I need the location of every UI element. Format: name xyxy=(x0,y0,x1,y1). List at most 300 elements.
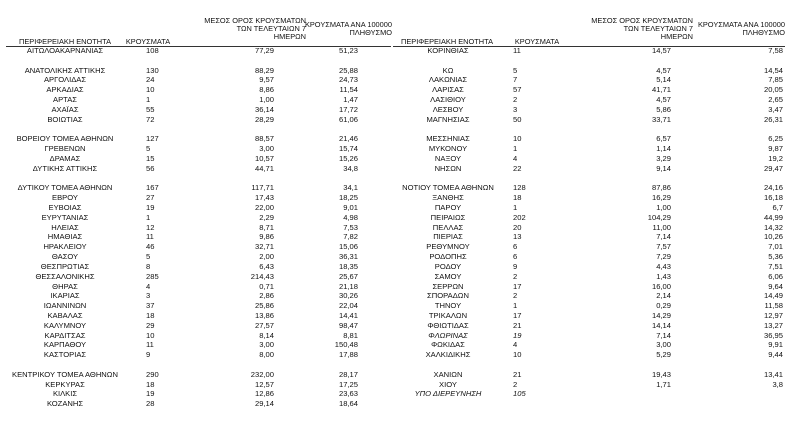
per-cell: 18,35 xyxy=(338,261,358,271)
header-avg xyxy=(196,12,306,46)
cases-cell: 5 xyxy=(146,252,151,262)
table-row xyxy=(393,291,786,301)
cases-cell: 11 xyxy=(146,340,154,350)
region-cell: ΘΕΣΣΑΛΟΝΙΚΗΣ xyxy=(35,271,95,281)
avg-cell: 2,86 xyxy=(259,291,274,301)
table-row xyxy=(393,242,786,252)
cases-cell: 6 xyxy=(513,242,518,252)
region-cell: ΜΥΚΟΝΟΥ xyxy=(428,144,468,154)
header-avg-line3: ΗΜΕΡΩΝ xyxy=(660,32,693,42)
region-cell: ΚΑΡΔΙΤΣΑΣ xyxy=(44,330,86,340)
table-row xyxy=(393,164,786,174)
cases-cell: 3 xyxy=(146,291,151,301)
avg-cell: 88,57 xyxy=(254,134,274,144)
avg-cell: 7,29 xyxy=(656,252,671,262)
per-cell: 9,87 xyxy=(768,144,783,154)
cases-cell: 7 xyxy=(513,75,518,85)
table-row xyxy=(393,301,786,311)
per-cell: 4,98 xyxy=(343,212,358,222)
avg-cell: 8,00 xyxy=(259,350,274,360)
table-row xyxy=(0,252,393,262)
cases-cell: 50 xyxy=(513,114,522,124)
avg-cell: 1,43 xyxy=(656,271,671,281)
avg-cell: 4,57 xyxy=(656,95,671,105)
cases-cell: 19 xyxy=(146,203,155,212)
header-per-line1: ΚΡΟΥΣΜΑΤΑ ΑΝΑ 100000 xyxy=(304,19,392,29)
per-cell: 3,47 xyxy=(768,104,783,114)
table-row xyxy=(393,193,786,203)
per-cell: 12,97 xyxy=(763,310,783,320)
table-row xyxy=(393,174,786,184)
region-cell: ΑΡΚΑΔΙΑΣ xyxy=(46,85,84,95)
cases-cell: 55 xyxy=(146,104,155,114)
region-cell: ΛΕΣΒΟΥ xyxy=(432,104,464,114)
cases-cell: 290 xyxy=(146,369,159,379)
table-row xyxy=(0,144,393,154)
per-cell: 29,47 xyxy=(763,163,783,173)
per-cell: 19,2 xyxy=(768,153,783,163)
cases-cell: 10 xyxy=(513,350,522,360)
cases-cell: 12 xyxy=(146,222,155,232)
region-cell: ΣΕΡΡΩΝ xyxy=(432,281,464,291)
per-cell: 11,58 xyxy=(764,301,783,311)
region-cell: ΝΟΤΙΟΥ ΤΟΜΕΑ ΑΘΗΝΩΝ xyxy=(402,183,494,193)
table-row xyxy=(393,262,786,272)
avg-cell: 2,00 xyxy=(259,252,274,262)
cases-cell: 5 xyxy=(146,144,151,154)
avg-cell: 214,43 xyxy=(250,271,274,281)
table-row xyxy=(393,75,786,85)
cases-cell: 130 xyxy=(146,65,159,75)
region-cell: ΒΟΙΩΤΙΑΣ xyxy=(47,114,83,124)
table-row xyxy=(393,95,786,105)
avg-cell: 14,29 xyxy=(651,310,671,320)
cases-cell: 11 xyxy=(513,46,521,55)
header-per-line2: ΠΛΗΘΥΣΜΟ xyxy=(349,28,392,37)
per-cell: 36,95 xyxy=(763,330,783,340)
cases-cell: 1 xyxy=(513,203,518,212)
region-cell: ΚΩ xyxy=(442,65,454,75)
table-row xyxy=(0,75,393,85)
per-cell: 14,41 xyxy=(338,310,358,320)
table-row xyxy=(0,232,393,242)
avg-cell: 14,14 xyxy=(651,320,671,330)
region-cell: ΥΠΟ ΔΙΕΡΕΥΝΗΣΗ xyxy=(414,389,482,399)
table-row xyxy=(0,213,393,223)
avg-cell: 3,29 xyxy=(656,153,671,163)
avg-cell: 29,14 xyxy=(254,399,274,409)
right-rows xyxy=(393,46,786,409)
region-cell: ΧΙΟΥ xyxy=(439,379,457,389)
cases-cell: 10 xyxy=(146,85,155,95)
cases-cell: 37 xyxy=(146,301,155,311)
region-cell: ΤΡΙΚΑΛΩΝ xyxy=(428,310,468,320)
avg-cell: 16,29 xyxy=(651,193,671,203)
cases-cell: 1 xyxy=(513,144,518,154)
cases-cell: 202 xyxy=(513,212,526,222)
table-row xyxy=(393,232,786,242)
table-row xyxy=(393,389,786,399)
cases-cell: 3 xyxy=(513,104,518,114)
table-row xyxy=(0,125,393,135)
cases-cell: 285 xyxy=(146,271,159,281)
header-avg-line1: ΜΕΣΟΣ ΟΡΟΣ ΚΡΟΥΣΜΑΤΩΝ xyxy=(204,15,306,25)
table-row xyxy=(393,321,786,331)
avg-cell: 5,14 xyxy=(656,75,671,85)
cases-cell: 22 xyxy=(513,163,522,173)
avg-cell: 17,43 xyxy=(254,193,274,203)
cases-cell: 17 xyxy=(513,281,522,291)
avg-cell: 33,71 xyxy=(651,114,671,124)
avg-cell: 32,71 xyxy=(254,242,274,252)
per-cell: 30,26 xyxy=(338,291,358,301)
region-cell: ΜΕΣΣΗΝΙΑΣ xyxy=(426,134,470,144)
avg-cell: 117,71 xyxy=(251,183,274,193)
cases-cell: 18 xyxy=(146,379,155,389)
cases-cell: 10 xyxy=(146,330,155,340)
avg-cell: 4,57 xyxy=(656,65,671,75)
table-row xyxy=(393,282,786,292)
per-cell: 17,72 xyxy=(338,104,358,114)
header-per xyxy=(292,12,392,46)
per-cell: 34,8 xyxy=(343,163,358,173)
region-cell: ΦΩΚΙΔΑΣ xyxy=(431,340,465,350)
cases-cell: 46 xyxy=(146,242,155,252)
per-cell: 8,81 xyxy=(343,330,358,340)
table-row xyxy=(393,380,786,390)
region-cell: ΛΑΡΙΣΑΣ xyxy=(432,85,464,95)
region-cell: ΣΑΜΟΥ xyxy=(434,271,462,281)
cases-cell: 24 xyxy=(146,75,155,85)
avg-cell: 22,00 xyxy=(254,203,274,212)
per-cell: 2,65 xyxy=(768,95,783,105)
avg-cell: 5,29 xyxy=(656,350,671,360)
table-row xyxy=(0,282,393,292)
per-cell: 17,25 xyxy=(338,379,358,389)
header-avg-line2: ΤΩΝ ΤΕΛΕΥΤΑΙΩΝ 7 xyxy=(236,23,306,33)
table-row xyxy=(0,95,393,105)
cases-cell: 21 xyxy=(513,320,522,330)
cases-cell: 15 xyxy=(146,153,155,163)
cases-cell: 128 xyxy=(513,183,526,193)
per-cell: 11,54 xyxy=(339,85,358,95)
per-cell: 9,91 xyxy=(768,340,783,350)
table-row xyxy=(393,56,786,66)
per-cell: 24,73 xyxy=(338,75,358,85)
table-row xyxy=(0,399,393,409)
region-cell: ΔΡΑΜΑΣ xyxy=(49,153,81,163)
cases-cell: 108 xyxy=(146,46,159,55)
cases-cell: 29 xyxy=(146,320,155,330)
cases-cell: 72 xyxy=(146,114,155,124)
region-cell: ΝΑΞΟΥ xyxy=(434,153,462,163)
region-cell: ΗΡΑΚΛΕΙΟΥ xyxy=(43,242,87,252)
region-cell: ΙΩΑΝΝΙΝΩΝ xyxy=(43,301,87,311)
header-per-line1: ΚΡΟΥΣΜΑΤΑ ΑΝΑ 100000 xyxy=(697,19,785,29)
table-row xyxy=(393,360,786,370)
table-row xyxy=(0,85,393,95)
table-row xyxy=(0,183,393,193)
per-cell: 17,88 xyxy=(338,350,358,360)
header-region: ΠΕΡΙΦΕΡΕΙΑΚΗ ΕΝΟΤΗΤΑ xyxy=(19,36,111,46)
avg-cell: 1,00 xyxy=(656,203,671,212)
region-cell: ΘΗΡΑΣ xyxy=(52,281,78,291)
region-cell: ΡΕΘΥΜΝΟΥ xyxy=(426,242,470,252)
region-cell: ΑΡΓΟΛΙΔΑΣ xyxy=(43,75,87,85)
table-row xyxy=(0,203,393,213)
per-cell: 22,04 xyxy=(338,301,358,311)
region-cell: ΙΚΑΡΙΑΣ xyxy=(50,291,80,301)
region-cell: ΠΙΕΡΙΑΣ xyxy=(433,232,463,242)
region-cell: ΔΥΤΙΚΟΥ ΤΟΜΕΑ ΑΘΗΝΩΝ xyxy=(17,183,113,193)
cases-cell: 11 xyxy=(146,232,154,242)
cases-cell: 1 xyxy=(146,95,151,105)
region-cell: ΕΒΡΟΥ xyxy=(52,193,78,203)
per-cell: 34,1 xyxy=(343,183,358,193)
table-row xyxy=(393,154,786,164)
per-cell: 44,99 xyxy=(763,212,783,222)
per-cell: 20,05 xyxy=(763,85,783,95)
table-row xyxy=(393,134,786,144)
header-per-line2: ΠΛΗΘΥΣΜΟ xyxy=(742,28,785,37)
region-cell: ΣΠΟΡΑΔΩΝ xyxy=(427,291,469,301)
cases-cell: 4 xyxy=(513,153,518,163)
per-cell: 18,25 xyxy=(338,193,358,203)
region-cell: ΚΕΡΚΥΡΑΣ xyxy=(45,379,85,389)
table-row xyxy=(393,144,786,154)
per-cell: 6,7 xyxy=(772,203,783,212)
table-row xyxy=(393,183,786,193)
region-cell: ΘΕΣΠΡΩΤΙΑΣ xyxy=(40,261,90,271)
per-cell: 15,06 xyxy=(338,242,358,252)
region-cell: ΗΜΑΘΙΑΣ xyxy=(47,232,83,242)
per-cell: 7,51 xyxy=(768,261,783,271)
cases-cell: 105 xyxy=(513,389,526,399)
per-cell: 5,36 xyxy=(768,252,783,262)
per-cell: 6,06 xyxy=(768,271,783,281)
left-rows xyxy=(0,46,393,409)
per-cell: 25,67 xyxy=(338,271,358,281)
per-cell: 26,31 xyxy=(763,114,783,124)
per-cell: 9,44 xyxy=(768,350,783,360)
cases-cell: 2 xyxy=(513,291,518,301)
region-cell: ΚΑΡΠΑΘΟΥ xyxy=(43,340,87,350)
region-cell: ΗΛΕΙΑΣ xyxy=(51,222,79,232)
region-cell: ΚΑΣΤΟΡΙΑΣ xyxy=(43,350,87,360)
per-cell: 14,32 xyxy=(763,222,783,232)
avg-cell: 88,29 xyxy=(254,65,274,75)
cases-cell: 56 xyxy=(146,163,155,173)
avg-cell: 11,00 xyxy=(652,222,671,232)
table-row xyxy=(0,105,393,115)
per-cell: 28,17 xyxy=(338,369,358,379)
region-cell: ΦΘΙΩΤΙΔΑΣ xyxy=(427,320,469,330)
region-cell: ΦΛΩΡΙΝΑΣ xyxy=(428,330,468,340)
per-cell: 25,88 xyxy=(338,65,358,75)
table-row xyxy=(0,164,393,174)
table-row xyxy=(393,331,786,341)
table-row xyxy=(0,370,393,380)
avg-cell: 9,86 xyxy=(259,232,274,242)
cases-cell: 20 xyxy=(513,222,522,232)
region-cell: ΠΕΙΡΑΙΩΣ xyxy=(430,212,466,222)
table-row xyxy=(393,85,786,95)
avg-cell: 8,14 xyxy=(259,330,274,340)
cases-cell: 27 xyxy=(146,193,155,203)
region-cell: ΓΡΕΒΕΝΩΝ xyxy=(44,144,86,154)
region-cell: ΑΧΑΪΑΣ xyxy=(51,104,79,114)
table-row xyxy=(393,399,786,409)
region-cell: ΔΥΤΙΚΗΣ ΑΤΤΙΚΗΣ xyxy=(32,163,98,173)
per-cell: 14,49 xyxy=(763,291,783,301)
cases-cell: 1 xyxy=(146,212,151,222)
table-row xyxy=(0,174,393,184)
avg-cell: 1,14 xyxy=(656,144,671,154)
table-row xyxy=(0,389,393,399)
cases-cell: 9 xyxy=(513,261,518,271)
per-cell: 6,25 xyxy=(768,134,783,144)
avg-cell: 4,43 xyxy=(656,261,671,271)
per-cell: 98,47 xyxy=(338,320,358,330)
cases-cell: 2 xyxy=(513,379,518,389)
header-avg-line1: ΜΕΣΟΣ ΟΡΟΣ ΚΡΟΥΣΜΑΤΩΝ xyxy=(591,15,693,25)
header-avg xyxy=(583,12,693,46)
region-cell: ΚΕΝΤΡΙΚΟΥ ΤΟΜΕΑ ΑΘΗΝΩΝ xyxy=(12,369,118,379)
per-cell: 15,26 xyxy=(338,153,358,163)
cases-cell: 28 xyxy=(146,399,155,409)
per-cell: 9,64 xyxy=(768,281,783,291)
region-cell: ΑΝΑΤΟΛΙΚΗΣ ΑΤΤΙΚΗΣ xyxy=(24,65,106,75)
per-cell: 9,01 xyxy=(343,203,358,212)
region-cell: ΛΑΣΙΘΙΟΥ xyxy=(430,95,466,105)
table-row xyxy=(393,105,786,115)
per-cell: 7,53 xyxy=(343,222,358,232)
cases-cell: 2 xyxy=(513,271,518,281)
region-cell: ΡΟΔΟΥ xyxy=(434,261,462,271)
avg-cell: 8,71 xyxy=(259,222,274,232)
table-row xyxy=(0,242,393,252)
region-cell: ΜΑΓΝΗΣΙΑΣ xyxy=(426,114,470,124)
table-row xyxy=(0,46,393,56)
cases-cell: 5 xyxy=(513,65,518,75)
table-row xyxy=(0,350,393,360)
table-row xyxy=(393,46,786,56)
per-cell: 15,74 xyxy=(338,144,358,154)
region-cell: ΚΟΖΑΝΗΣ xyxy=(46,399,84,409)
cases-cell: 13 xyxy=(513,232,522,242)
region-cell: ΛΑΚΩΝΙΑΣ xyxy=(428,75,468,85)
cases-cell: 4 xyxy=(513,340,518,350)
table-row xyxy=(393,66,786,76)
avg-cell: 44,71 xyxy=(254,163,274,173)
header-region: ΠΕΡΙΦΕΡΕΙΑΚΗ ΕΝΟΤΗΤΑ xyxy=(401,36,493,46)
table-row xyxy=(0,134,393,144)
table-row xyxy=(0,321,393,331)
region-cell: ΕΥΡΥΤΑΝΙΑΣ xyxy=(41,212,89,222)
table-row xyxy=(393,115,786,125)
table-row xyxy=(393,370,786,380)
avg-cell: 3,00 xyxy=(656,340,671,350)
per-cell: 36,31 xyxy=(338,252,358,262)
region-cell: ΒΟΡΕΙΟΥ ΤΟΜΕΑ ΑΘΗΝΩΝ xyxy=(16,134,114,144)
table-row xyxy=(0,380,393,390)
header-avg-line3: ΗΜΕΡΩΝ xyxy=(273,32,306,42)
cases-cell: 18 xyxy=(513,193,522,203)
cases-cell: 6 xyxy=(513,252,518,262)
cases-cell: 4 xyxy=(146,281,151,291)
avg-cell: 0,29 xyxy=(656,301,671,311)
avg-cell: 36,14 xyxy=(254,104,274,114)
table-row xyxy=(0,311,393,321)
avg-cell: 14,57 xyxy=(651,46,671,55)
table-row xyxy=(0,291,393,301)
avg-cell: 27,57 xyxy=(254,320,274,330)
header-per xyxy=(685,12,785,46)
header-cases: ΚΡΟΥΣΜΑΤΑ xyxy=(125,36,171,46)
per-cell: 13,41 xyxy=(763,369,783,379)
region-cell: ΠΕΛΛΑΣ xyxy=(432,222,464,232)
per-cell: 3,8 xyxy=(772,379,783,389)
table-row xyxy=(393,252,786,262)
table-row xyxy=(0,301,393,311)
avg-cell: 77,29 xyxy=(254,46,274,55)
table-row xyxy=(393,350,786,360)
per-cell: 24,16 xyxy=(763,183,783,193)
table-row xyxy=(393,311,786,321)
table-row xyxy=(0,154,393,164)
avg-cell: 7,14 xyxy=(656,330,671,340)
region-cell: ΚΑΛΥΜΝΟΥ xyxy=(43,320,87,330)
cases-cell: 57 xyxy=(513,85,522,95)
cases-cell: 9 xyxy=(146,350,151,360)
avg-cell: 7,57 xyxy=(656,242,671,252)
avg-cell: 8,86 xyxy=(259,85,274,95)
avg-cell: 3,00 xyxy=(259,340,274,350)
avg-cell: 0,71 xyxy=(259,281,274,291)
avg-cell: 10,57 xyxy=(254,153,274,163)
table-row xyxy=(0,193,393,203)
table-row xyxy=(0,115,393,125)
table-row xyxy=(0,66,393,76)
avg-cell: 7,14 xyxy=(656,232,671,242)
avg-cell: 12,57 xyxy=(254,379,274,389)
table-row xyxy=(0,223,393,233)
per-cell: 16,18 xyxy=(763,193,783,203)
avg-cell: 1,00 xyxy=(259,95,274,105)
avg-cell: 3,00 xyxy=(259,144,274,154)
cases-cell: 18 xyxy=(146,310,155,320)
per-cell: 150,48 xyxy=(334,340,358,350)
cases-cell: 19 xyxy=(146,389,155,399)
region-cell: ΧΑΛΚΙΔΙΚΗΣ xyxy=(425,350,471,360)
per-cell: 61,06 xyxy=(338,114,358,124)
table-row xyxy=(393,213,786,223)
avg-cell: 16,00 xyxy=(651,281,671,291)
avg-cell: 28,29 xyxy=(254,114,274,124)
cases-cell: 19 xyxy=(513,330,522,340)
table-row xyxy=(393,272,786,282)
avg-cell: 13,86 xyxy=(254,310,274,320)
cases-cell: 10 xyxy=(513,134,522,144)
avg-cell: 25,86 xyxy=(254,301,274,311)
region-cell: ΑΙΤΩΛΟΑΚΑΡΝΑΝΙΑΣ xyxy=(26,46,104,55)
region-cell: ΑΡΤΑΣ xyxy=(53,95,77,105)
cases-cell: 2 xyxy=(513,95,518,105)
table-row xyxy=(0,262,393,272)
per-cell: 13,27 xyxy=(763,320,783,330)
cases-cell: 167 xyxy=(146,183,159,193)
avg-cell: 9,57 xyxy=(259,75,274,85)
